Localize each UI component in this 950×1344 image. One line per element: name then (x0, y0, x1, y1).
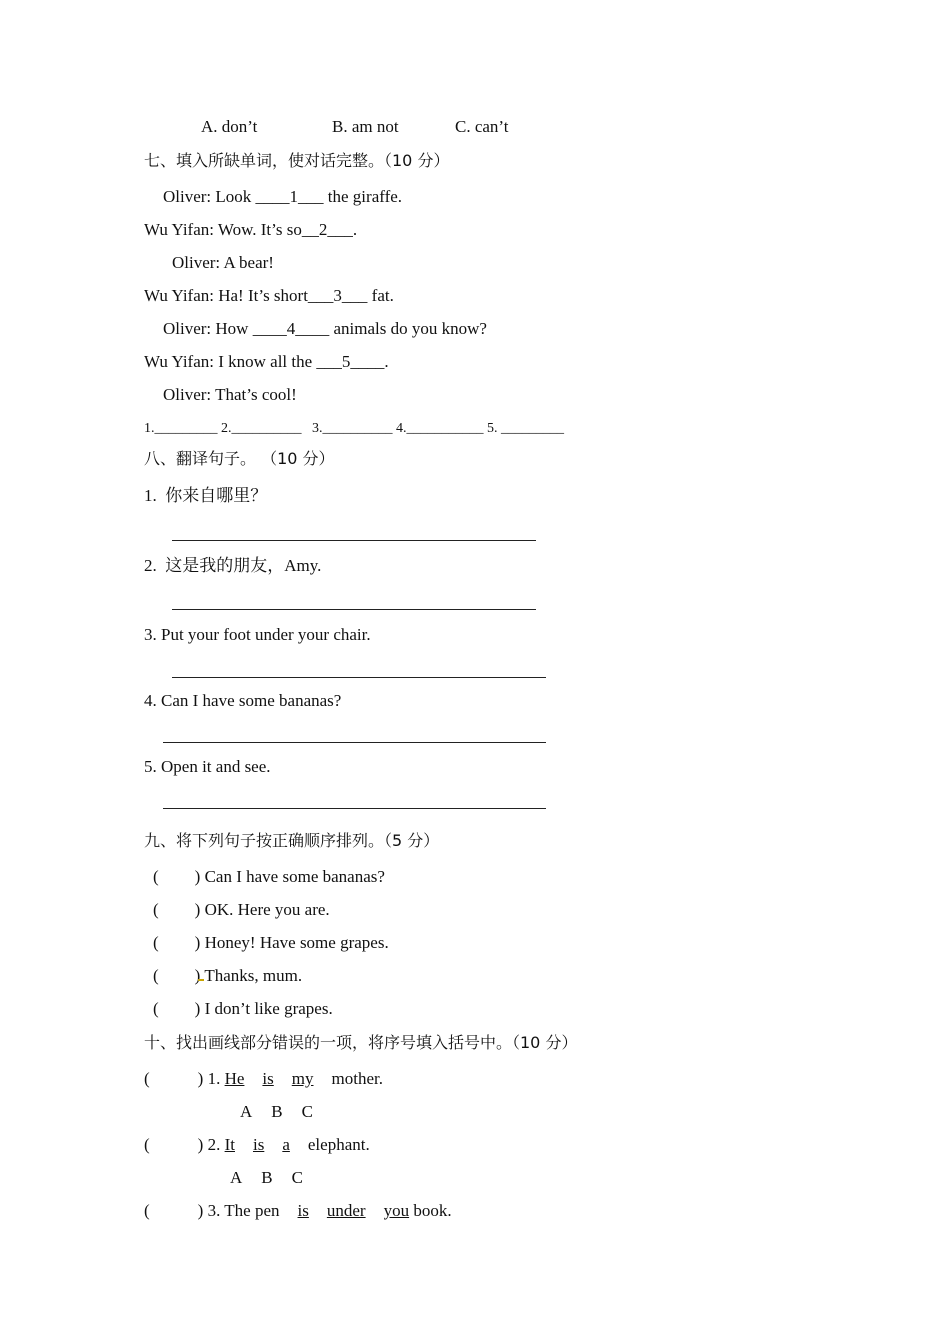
label-c: C (301, 1102, 313, 1121)
question-number: 2. (207, 1135, 221, 1154)
option-b: B. am not (332, 117, 399, 136)
error-question-2 (144, 1134, 370, 1156)
answer-line (163, 742, 546, 743)
paren-close: ) (194, 867, 201, 886)
translate-item: 4. Can I have some bananas? (144, 691, 342, 710)
dialogue-line: Oliver: A bear! (172, 253, 274, 272)
label-b: B (261, 1168, 273, 1187)
order-text: Honey! Have some grapes. (204, 933, 389, 952)
dialogue-line: Oliver: That’s cool! (163, 385, 297, 404)
order-text: Thanks, mum. (204, 966, 303, 985)
error-question-1 (144, 1068, 383, 1090)
paren-open: ( (153, 933, 159, 952)
translate-item: 5. Open it and see. (144, 757, 271, 776)
letter-labels (230, 1167, 303, 1189)
paren-open: ( (153, 999, 159, 1018)
answer-line (172, 609, 536, 610)
dialogue-line: Oliver: How ____4____ animals do you know? (163, 319, 487, 338)
order-text: I don’t like grapes. (204, 999, 333, 1018)
section-9-heading: 九、将下列句子按正确顺序排列。（5 分） (144, 831, 440, 850)
option-b-word: is (262, 1069, 274, 1088)
option-b-word: is (252, 1135, 265, 1154)
translate-item: 2. 这是我的朋友，Amy. (144, 556, 322, 575)
paren-close: ) (194, 933, 201, 952)
option-a-word: He (224, 1069, 245, 1088)
option-a: A. don’t (201, 117, 258, 136)
option-c-word: a (282, 1135, 290, 1154)
dialogue-line: Wu Yifan: Ha! It’s short___3___ fat. (144, 286, 394, 305)
option-b-word: under (326, 1201, 366, 1220)
order-item (153, 932, 389, 954)
order-item (153, 965, 302, 987)
label-a: A (240, 1102, 253, 1121)
answer-line (172, 540, 536, 541)
option-c: C. can’t (455, 117, 509, 136)
paren-close: ) (194, 900, 201, 919)
paren-close: ) (197, 1135, 204, 1154)
sentence-rest: book. (413, 1201, 452, 1220)
question-number: 1. (207, 1069, 221, 1088)
paren-open: ( (144, 1135, 150, 1154)
paren-open: ( (153, 900, 159, 919)
paren-close: ) (197, 1201, 204, 1220)
sentence-start: The pen (224, 1201, 280, 1220)
letter-labels (240, 1101, 313, 1123)
order-item (153, 998, 333, 1020)
section-8-heading: 八、翻译句子。 （10 分） (144, 449, 335, 468)
paren-open: ( (144, 1201, 150, 1220)
paren-close: ) (197, 1069, 204, 1088)
order-text: OK. Here you are. (204, 900, 330, 919)
sentence-rest: mother. (331, 1069, 383, 1088)
section-10-heading: 十、找出画线部分错误的一项，将序号填入括号中。（10 分） (144, 1033, 578, 1052)
order-item (153, 899, 330, 921)
answer-line (172, 677, 546, 678)
paren-open: ( (153, 966, 159, 985)
answer-line (163, 808, 546, 809)
dialogue-line: Wu Yifan: Wow. It’s so__2___. (144, 220, 358, 239)
order-item (153, 866, 385, 888)
option-a-word: is (297, 1201, 309, 1220)
label-a: A (230, 1168, 243, 1187)
order-text: Can I have some bananas? (204, 867, 385, 886)
option-c-word: you (383, 1201, 410, 1220)
error-question-3 (144, 1200, 452, 1222)
section-7-heading: 七、填入所缺单词，使对话完整。（10 分） (144, 151, 450, 170)
paren-close: ) (194, 999, 201, 1018)
answer-blanks: 1._________ 2.__________ 3.__________ 4.___________ 5. _________ (144, 421, 564, 436)
paren-open: ( (144, 1069, 150, 1088)
question-number: 3. (207, 1201, 221, 1220)
sentence-rest: elephant. (307, 1135, 370, 1154)
dialogue-line: Oliver: Look ____1___ the giraffe. (163, 187, 403, 206)
option-c-word: my (291, 1069, 314, 1088)
label-b: B (271, 1102, 283, 1121)
option-a-word: It (224, 1135, 235, 1154)
translate-item: 1. 你来自哪里？ (144, 486, 268, 505)
translate-item: 3. Put your foot under your chair. (144, 625, 371, 644)
dialogue-line: Wu Yifan: I know all the ___5____. (144, 352, 389, 371)
paren-open: ( (153, 867, 159, 886)
paren-close: ) (194, 966, 201, 985)
label-c: C (291, 1168, 303, 1187)
